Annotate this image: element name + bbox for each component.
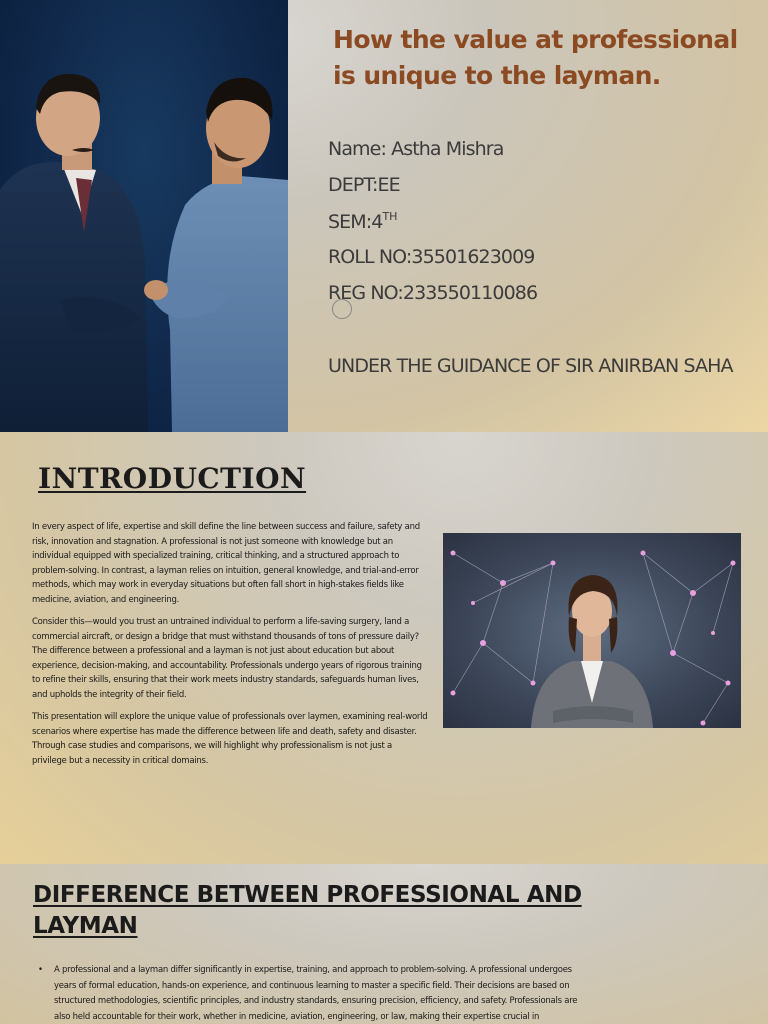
intro-paragraph: This presentation will explore the unique value of professionals over laymen, examining real-world scenarios where expertise has made the difference between life and death, safety and disaster. Through case studies and comparisons, we will highlight why professionalism is not just a privilege but a necessity in critical domains. [32,712,428,766]
two-men-illustration [0,0,288,432]
introduction-heading: INTRODUCTION [38,462,307,495]
student-name: Name: Astha Mishra [328,138,504,160]
difference-heading: DIFFERENCE BETWEEN PROFESSIONAL AND LAYMAN [33,882,582,939]
department: DEPT:EE [328,174,400,196]
presentation-title: How the value at professional is unique to the layman. [333,25,738,90]
roll-number: ROLL NO:35501623009 [328,246,535,268]
semester-value: SEM:4 [328,211,383,233]
guidance-line: UNDER THE GUIDANCE OF SIR ANIRBAN SAHA [328,355,733,377]
introduction-slide[interactable] [0,432,768,864]
registration-number: REG NO:233550110086 [328,282,538,304]
intro-paragraph: In every aspect of life, expertise and skill define the line between success and failure, safety and risk, innovation and stagnation. A professional is not just someone with knowledge but an individual equipped with specialized training, critical thinking, and a structured approach to problem-solving. In contrast, a layman relies on intuition, general knowledge, and trial-and-error methods, which may work in everyday situations but often fall short in high-stakes fields like medicine, aviation, and engineering. [32,522,420,605]
title-slide[interactable] [0,0,768,432]
semester-suffix: TH [382,210,398,223]
list-item: • A professional and a layman differ significantly in expertise, training, and approach to problem-solving. A professional undergoes years of formal education, hands-on experience, and continuous learning to master a specific field. Their decisions are based on structured methodologies, scientific principles, and industry standards, ensuring precision, efficiency, and safety. Professionals are also held accountable for their work, whether in medicine, aviation, engineering, or law, making their expertise crucial in [38,963,594,1024]
businesswoman-network-photo [443,533,741,728]
network-woman-illustration [443,533,741,728]
difference-bullet-list [38,963,594,1024]
semester [328,210,397,233]
difference-slide[interactable] [0,864,768,1024]
intro-paragraph: Consider this—would you trust an untrained individual to perform a life-saving surgery, land a commercial aircraft, or design a bridge that must withstand thousands of tons of pressure daily? The difference between a professional and a layman is not just about education but about experience, decision-making, and accountability. Professionals undergo years of rigorous training to refine their skills, ensuring that their work meets industry standards, safeguards human lives, and upholds the integrity of their field. [32,617,422,700]
professional-layman-photo [0,0,288,432]
cursor-indicator-icon [332,299,352,319]
introduction-body [32,520,428,776]
